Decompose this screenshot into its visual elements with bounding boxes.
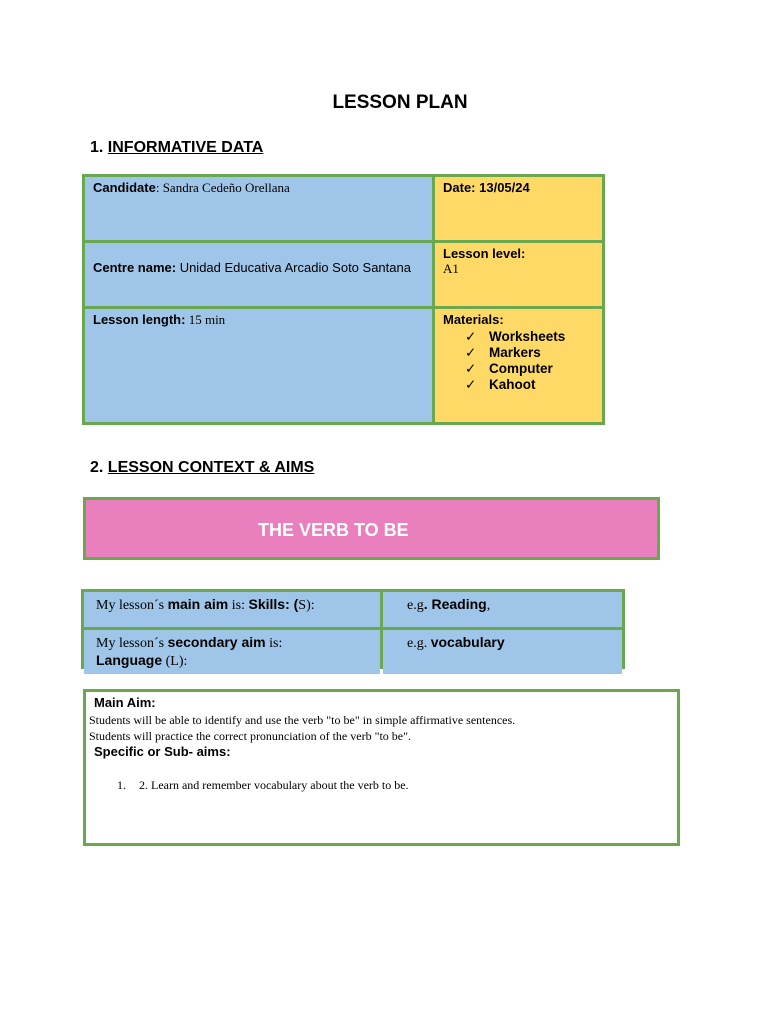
check-icon: ✓ xyxy=(465,377,477,392)
list-item: ✓ Markers xyxy=(465,345,541,360)
check-icon: ✓ xyxy=(465,329,477,344)
sub-aims-heading: Specific or Sub- aims: xyxy=(94,744,231,759)
lesson-topic-banner xyxy=(83,497,660,560)
check-icon: ✓ xyxy=(465,361,477,376)
main-aim-line: Students will be able to identify and use the verb "to be" in simple affirmative sentences. xyxy=(89,713,516,727)
materials-cell xyxy=(435,309,602,422)
level-label: Lesson level: xyxy=(443,246,526,261)
list-item: ✓ Worksheets xyxy=(465,329,566,344)
check-icon: ✓ xyxy=(465,345,477,360)
secondary-aim-example-cell: e.g. vocabulary xyxy=(383,630,622,674)
candidate-cell xyxy=(85,177,432,240)
main-aim-heading: Main Aim: xyxy=(94,695,156,710)
main-aim-example-cell: e.g. Reading, xyxy=(383,592,622,627)
section-title: INFORMATIVE DATA xyxy=(107,139,264,156)
date-label: Date: 13/05/24 xyxy=(443,180,530,195)
secondary-aim-cell: My lesson´s secondary aim is: Language (L): xyxy=(84,630,380,674)
level-cell xyxy=(435,243,602,306)
sub-aim-number: 1. xyxy=(117,778,126,792)
section-number: 1. xyxy=(90,139,108,156)
section-number: 2. xyxy=(90,459,108,476)
section-heading-informative-data xyxy=(90,139,263,157)
materials-list xyxy=(443,329,594,393)
main-aim-cell: My lesson´s main aim is: Skills: (S): xyxy=(84,592,380,627)
main-aim-line: Students will practice the correct pronunciation of the verb "to be". xyxy=(89,729,412,743)
length-value: 15 min xyxy=(185,312,226,327)
list-item: ✓ Computer xyxy=(465,361,553,376)
length-label: Lesson length: xyxy=(93,312,186,327)
page-title: LESSON PLAN xyxy=(332,92,468,113)
centre-label: Centre name: xyxy=(93,260,177,275)
candidate-label: Candidate xyxy=(93,180,156,195)
date-cell xyxy=(435,177,602,240)
main-aim-box xyxy=(83,689,680,846)
centre-value: Unidad Educativa Arcadio Soto Santana xyxy=(176,260,411,275)
level-value: A1 xyxy=(443,261,459,276)
aims-table xyxy=(81,589,625,669)
candidate-value: : Sandra Cedeño Orellana xyxy=(155,180,290,195)
list-item: ✓ Kahoot xyxy=(465,377,536,392)
length-cell xyxy=(85,309,432,422)
informative-data-table xyxy=(82,174,605,425)
materials-label: Materials: xyxy=(443,312,504,327)
section-heading-lesson-context xyxy=(90,459,314,477)
sub-aim-text: 2. Learn and remember vocabulary about the verb to be. xyxy=(139,778,409,792)
centre-cell xyxy=(85,243,432,306)
section-title: LESSON CONTEXT & AIMS xyxy=(107,459,315,476)
lesson-topic: THE VERB TO BE xyxy=(258,520,409,540)
